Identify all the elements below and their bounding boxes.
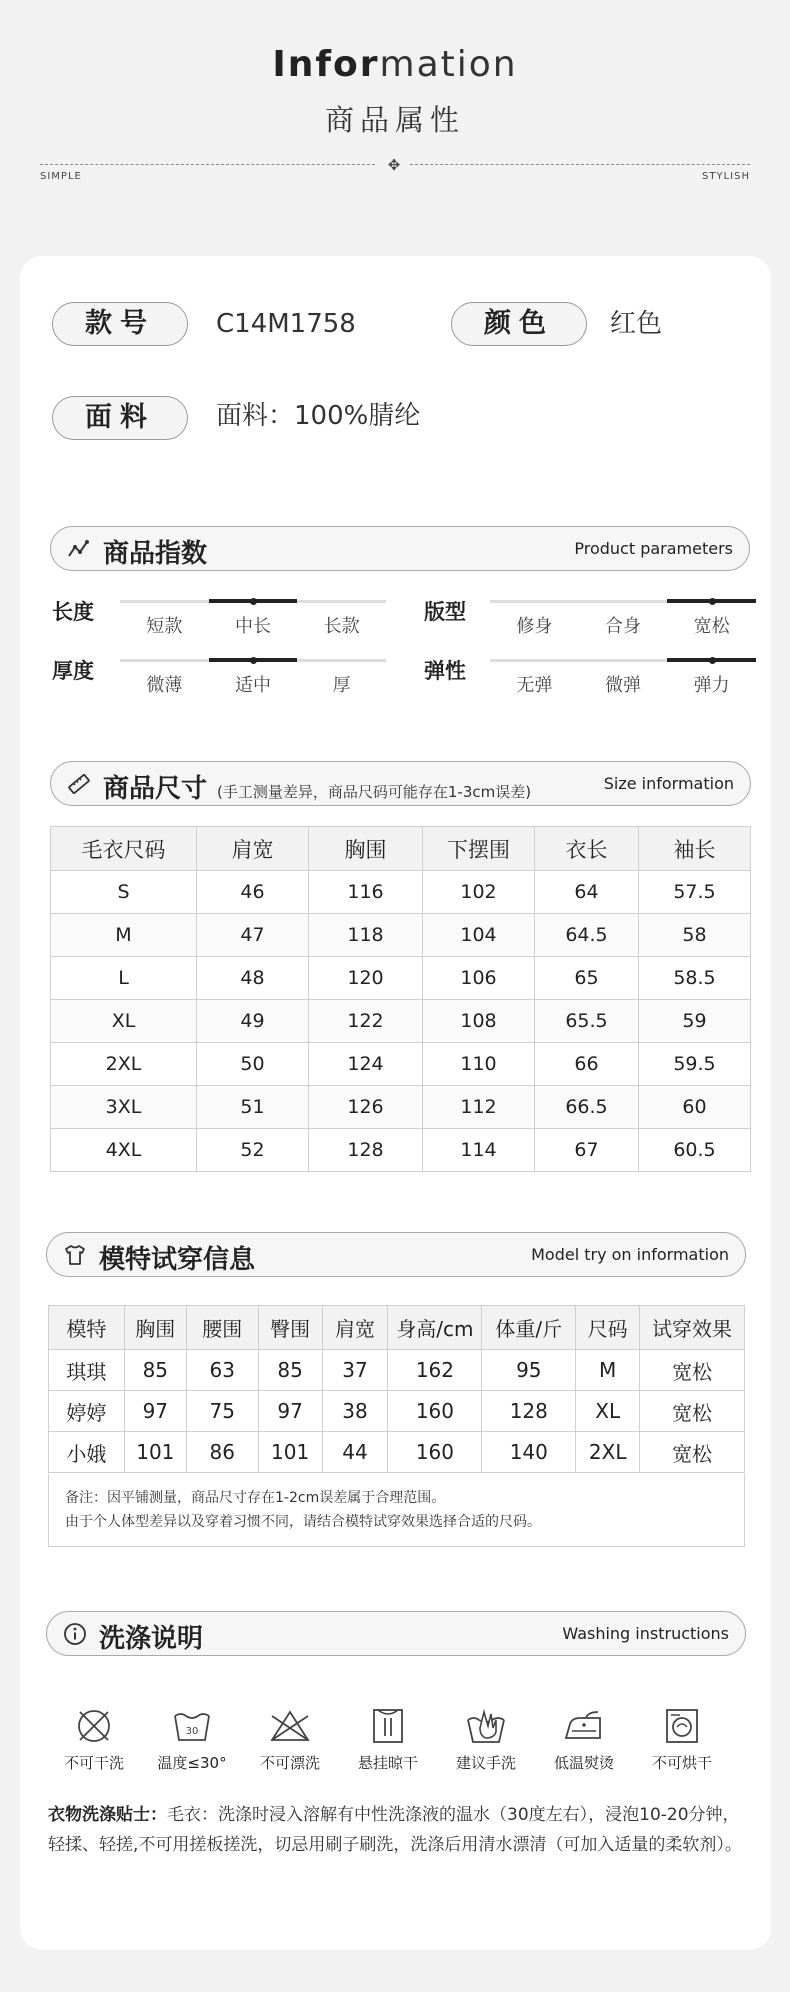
model-cell: 75 xyxy=(186,1391,258,1432)
size-cell: 48 xyxy=(197,957,309,1000)
size-cell: 104 xyxy=(423,914,535,957)
content-card xyxy=(20,256,771,1950)
size-cell: 112 xyxy=(423,1086,535,1129)
model-cell: 小娥 xyxy=(49,1432,125,1473)
size-header-cell: 下摆围 xyxy=(423,827,535,871)
model-cell: 44 xyxy=(322,1432,388,1473)
index-option: 中长 xyxy=(235,616,271,637)
index-label-3: 弹性 xyxy=(424,659,466,683)
model-header-cell: 试穿效果 xyxy=(640,1306,745,1350)
size-cell: S xyxy=(51,871,197,914)
index-label-2: 厚度 xyxy=(52,659,94,683)
wash-section-title: 洗涤说明 xyxy=(99,1624,204,1654)
index-option: 修身 xyxy=(516,616,553,637)
model-cell: 85 xyxy=(124,1350,186,1391)
model-cell: 160 xyxy=(388,1432,482,1473)
size-cell: XL xyxy=(51,1000,197,1043)
model-header-cell: 尺码 xyxy=(576,1306,640,1350)
size-cell: 118 xyxy=(309,914,423,957)
size-cell: 2XL xyxy=(51,1043,197,1086)
size-header-cell: 肩宽 xyxy=(197,827,309,871)
size-header-cell: 毛衣尺码 xyxy=(51,827,197,871)
size-cell: M xyxy=(51,914,197,957)
model-cell: 101 xyxy=(258,1432,322,1473)
model-section-bar xyxy=(46,1232,746,1277)
table-row xyxy=(51,1086,751,1129)
color-value: 红色 xyxy=(610,309,663,339)
index-marker-dot xyxy=(250,657,257,664)
wash-label-4: 建议手洗 xyxy=(455,1754,516,1772)
table-row xyxy=(51,871,751,914)
wash-30-icon xyxy=(170,1706,214,1746)
index-label-1: 版型 xyxy=(424,600,466,624)
index-section-en: Product parameters xyxy=(574,539,733,558)
model-note-line1: 备注：因平铺测量，商品尺寸存在1-2cm误差属于合理范围。 xyxy=(65,1490,446,1506)
model-cell: 婷婷 xyxy=(49,1391,125,1432)
info-title xyxy=(0,44,790,85)
wash-tip xyxy=(48,1800,748,1860)
index-option: 厚 xyxy=(332,675,351,696)
model-table-body xyxy=(49,1350,745,1473)
size-cell: 47 xyxy=(197,914,309,957)
table-row xyxy=(49,1391,745,1432)
size-cell: 4XL xyxy=(51,1129,197,1172)
wash-30-text: 30 xyxy=(185,1726,199,1737)
model-note-line2: 由于个人体型差异以及穿着习惯不同，请结合模特试穿效果选择合适的尺码。 xyxy=(65,1514,541,1530)
size-cell: 59.5 xyxy=(639,1043,751,1086)
model-header-cell: 体重/斤 xyxy=(482,1306,576,1350)
model-note xyxy=(48,1474,745,1547)
index-option: 弹力 xyxy=(693,675,730,696)
table-row xyxy=(49,1350,745,1391)
size-cell: 64.5 xyxy=(535,914,639,957)
style-no-label: 款号 xyxy=(52,302,188,346)
index-option: 微弹 xyxy=(605,675,641,696)
header xyxy=(0,0,790,256)
model-cell: 140 xyxy=(482,1432,576,1473)
wash-section-en: Washing instructions xyxy=(562,1624,729,1643)
size-cell: 50 xyxy=(197,1043,309,1086)
info-title-bold: Infor xyxy=(272,44,380,85)
wash-label-5: 低温熨烫 xyxy=(553,1754,614,1772)
no-bleach-icon xyxy=(268,1706,312,1746)
fabric-value: 面料：100%腈纶 xyxy=(216,401,421,431)
size-table xyxy=(50,826,751,1172)
hand-wash-icon xyxy=(464,1706,508,1746)
ruler-icon xyxy=(67,772,91,796)
index-track-1 xyxy=(490,600,756,603)
size-cell: 51 xyxy=(197,1086,309,1129)
model-cell: 38 xyxy=(322,1391,388,1432)
line-chart-icon xyxy=(67,537,91,561)
index-section-bar xyxy=(50,526,750,571)
model-section-en: Model try on information xyxy=(531,1245,729,1264)
size-cell: 64 xyxy=(535,871,639,914)
size-cell: 126 xyxy=(309,1086,423,1129)
size-cell: 102 xyxy=(423,871,535,914)
index-track-2 xyxy=(120,659,386,662)
wash-label-0: 不可干洗 xyxy=(63,1754,124,1772)
index-option: 适中 xyxy=(235,675,271,696)
model-cell: 162 xyxy=(388,1350,482,1391)
size-cell: L xyxy=(51,957,197,1000)
wash-tip-label: 衣物洗涤贴士： xyxy=(48,1805,167,1825)
model-header-cell: 肩宽 xyxy=(322,1306,388,1350)
index-track-3 xyxy=(490,659,756,662)
size-cell: 66 xyxy=(535,1043,639,1086)
table-row xyxy=(51,1000,751,1043)
size-cell: 57.5 xyxy=(639,871,751,914)
model-cell: 160 xyxy=(388,1391,482,1432)
size-section-note: (手工测量差异，商品尺码可能存在1-3cm误差) xyxy=(217,783,532,801)
size-table-header xyxy=(51,827,751,871)
size-cell: 120 xyxy=(309,957,423,1000)
model-header-cell: 胸围 xyxy=(124,1306,186,1350)
info-title-light: mation xyxy=(379,44,518,85)
size-cell: 106 xyxy=(423,957,535,1000)
size-cell: 52 xyxy=(197,1129,309,1172)
table-row xyxy=(51,1129,751,1172)
table-row xyxy=(51,957,751,1000)
size-section-en: Size information xyxy=(603,774,734,793)
index-marker-dot xyxy=(250,598,257,605)
size-cell: 60 xyxy=(639,1086,751,1129)
model-cell: 128 xyxy=(482,1391,576,1432)
size-cell: 124 xyxy=(309,1043,423,1086)
index-option: 微薄 xyxy=(146,675,183,696)
model-cell: 95 xyxy=(482,1350,576,1391)
model-cell: 2XL xyxy=(576,1432,640,1473)
model-cell: 97 xyxy=(124,1391,186,1432)
model-cell: 63 xyxy=(186,1350,258,1391)
size-cell: 49 xyxy=(197,1000,309,1043)
size-table-body xyxy=(51,871,751,1172)
model-cell: 37 xyxy=(322,1350,388,1391)
model-cell: 86 xyxy=(186,1432,258,1473)
size-cell: 58 xyxy=(639,914,751,957)
color-label: 颜色 xyxy=(451,302,587,346)
no-dry-clean-icon xyxy=(72,1706,116,1746)
hang-dry-icon xyxy=(366,1706,410,1746)
index-option: 合身 xyxy=(605,616,641,637)
index-marker-dot xyxy=(709,657,716,664)
info-circle-icon xyxy=(63,1622,87,1646)
size-cell: 110 xyxy=(423,1043,535,1086)
style-no-value: C14M1758 xyxy=(216,309,356,339)
wash-section-bar xyxy=(46,1611,746,1656)
model-header-cell: 臀围 xyxy=(258,1306,322,1350)
index-option: 无弹 xyxy=(516,675,553,696)
model-cell: XL xyxy=(576,1391,640,1432)
index-option: 长款 xyxy=(323,616,360,637)
size-cell: 59 xyxy=(639,1000,751,1043)
size-cell: 108 xyxy=(423,1000,535,1043)
index-option: 短款 xyxy=(146,616,183,637)
divider-left xyxy=(40,164,375,165)
divider-right xyxy=(410,164,750,165)
size-header-cell: 袖长 xyxy=(639,827,751,871)
wash-label-6: 不可烘干 xyxy=(651,1754,712,1772)
index-section-title: 商品指数 xyxy=(103,539,208,569)
low-iron-icon xyxy=(562,1706,606,1746)
model-section-title: 模特试穿信息 xyxy=(99,1245,256,1275)
model-cell: 97 xyxy=(258,1391,322,1432)
size-cell: 46 xyxy=(197,871,309,914)
table-row xyxy=(51,914,751,957)
size-cell: 67 xyxy=(535,1129,639,1172)
tshirt-icon xyxy=(63,1243,87,1267)
size-header-cell: 衣长 xyxy=(535,827,639,871)
index-label-0: 长度 xyxy=(52,600,94,624)
move-cross-icon: ✥ xyxy=(387,156,401,174)
model-header-cell: 腰围 xyxy=(186,1306,258,1350)
size-section-title-text: 商品尺寸 xyxy=(103,774,208,804)
size-cell: 116 xyxy=(309,871,423,914)
index-marker-dot xyxy=(709,598,716,605)
size-header-cell: 胸围 xyxy=(309,827,423,871)
table-row xyxy=(51,1043,751,1086)
wash-label-1: 温度≤30° xyxy=(157,1754,227,1772)
wash-label-2: 不可漂洗 xyxy=(259,1754,320,1772)
tag-stylish: STYLISH xyxy=(702,171,750,182)
model-header-cell: 身高/cm xyxy=(388,1306,482,1350)
model-cell: 85 xyxy=(258,1350,322,1391)
size-cell: 65.5 xyxy=(535,1000,639,1043)
model-cell: 101 xyxy=(124,1432,186,1473)
size-cell: 122 xyxy=(309,1000,423,1043)
table-row xyxy=(49,1432,745,1473)
model-cell: 宽松 xyxy=(640,1432,745,1473)
index-track-0 xyxy=(120,600,386,603)
no-tumble-dry-icon xyxy=(660,1706,704,1746)
sub-title: 商品属性 xyxy=(324,103,465,137)
model-cell: 宽松 xyxy=(640,1350,745,1391)
model-cell: 琪琪 xyxy=(49,1350,125,1391)
index-option: 宽松 xyxy=(693,616,730,637)
size-cell: 60.5 xyxy=(639,1129,751,1172)
size-cell: 3XL xyxy=(51,1086,197,1129)
size-section-bar xyxy=(50,761,751,806)
wash-tip-text: 毛衣：洗涤时浸入溶解有中性洗涤液的温水（30度左右），浸泡10-20分钟，轻揉、轻搓,不可用搓板搓洗，切忌用刷子刷洗，洗涤后用清水漂清（可加入适量的柔软剂）。 xyxy=(48,1805,742,1855)
fabric-label: 面料 xyxy=(52,396,188,440)
size-cell: 66.5 xyxy=(535,1086,639,1129)
wash-label-3: 悬挂晾干 xyxy=(357,1754,418,1772)
size-section-title xyxy=(103,768,531,805)
size-cell: 65 xyxy=(535,957,639,1000)
model-cell: M xyxy=(576,1350,640,1391)
model-table-header xyxy=(49,1306,745,1350)
model-table xyxy=(48,1305,745,1473)
tag-simple: SIMPLE xyxy=(40,171,82,182)
size-cell: 128 xyxy=(309,1129,423,1172)
model-header-cell: 模特 xyxy=(49,1306,125,1350)
size-cell: 114 xyxy=(423,1129,535,1172)
size-cell: 58.5 xyxy=(639,957,751,1000)
model-cell: 宽松 xyxy=(640,1391,745,1432)
